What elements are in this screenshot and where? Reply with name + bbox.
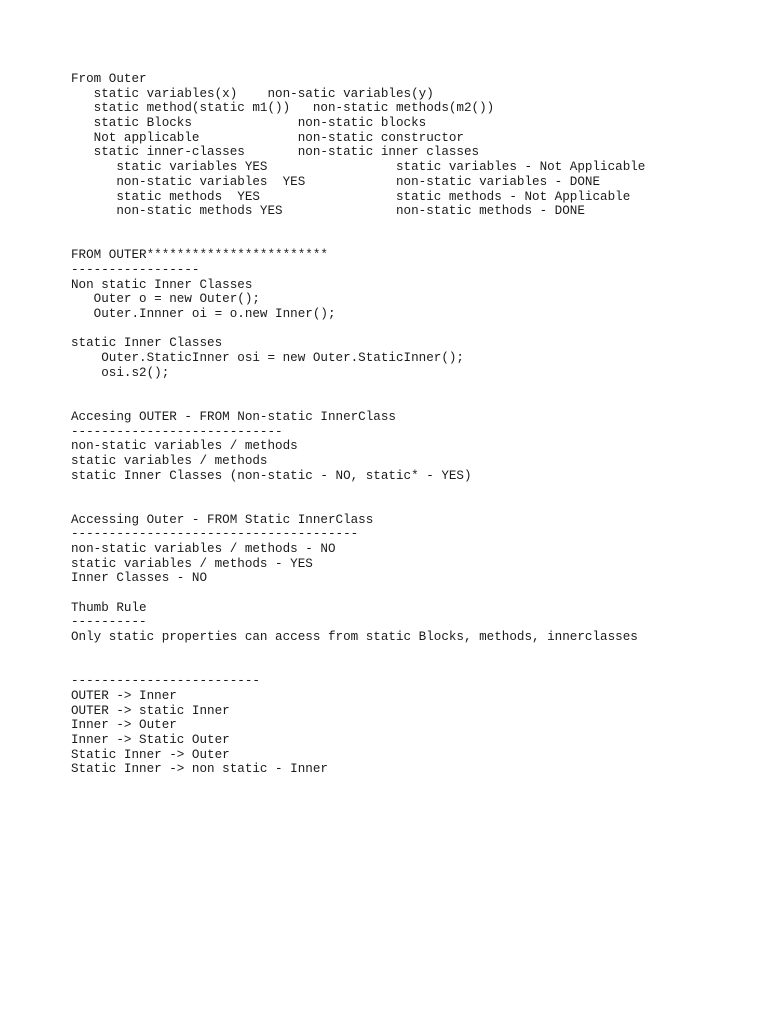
text-line	[71, 645, 751, 660]
text-line	[71, 395, 751, 410]
text-line	[71, 483, 751, 498]
text-line: static inner-classes non-static inner classes	[71, 145, 480, 160]
text-line: static Inner Classes	[71, 336, 223, 351]
text-line: Outer.Innner oi = o.new Inner();	[71, 307, 336, 321]
text-line: Inner -> Static Outer	[71, 732, 230, 747]
text-line: From Outer	[71, 72, 147, 86]
text-line: Accessing Outer - FROM Static InnerClass	[71, 512, 374, 527]
text-line: Thumb Rule	[71, 600, 147, 615]
text-line: Inner -> Outer	[71, 718, 177, 733]
text-line	[71, 322, 751, 337]
text-line: non-static methods YES non-static methods - DONE	[71, 204, 585, 219]
text-line: Only static properties can access from static Blocks, methods, innerclasses	[71, 630, 638, 645]
text-line: static methods YES static methods - Not Applicable	[71, 189, 631, 204]
text-line: non-static variables / methods	[71, 439, 298, 454]
text-line: non-static variables YES non-static variables - DONE	[71, 174, 601, 189]
text-line: non-static variables / methods - NO	[71, 542, 336, 556]
text-line: static variables / methods	[71, 453, 268, 468]
text-line: ----------	[71, 615, 147, 630]
text-line: Non static Inner Classes	[71, 277, 253, 292]
text-line	[71, 660, 751, 675]
text-line	[71, 219, 751, 234]
text-line	[71, 586, 751, 601]
text-line: ----------------------------	[71, 424, 283, 439]
text-line: static Blocks non-static blocks	[71, 116, 427, 131]
text-line: static Inner Classes (non-static - NO, static* - YES)	[71, 468, 472, 483]
text-line: Static Inner -> Outer	[71, 747, 230, 762]
text-line: osi.s2();	[71, 365, 170, 380]
document-text	[71, 72, 751, 777]
text-line: static variables / methods - YES	[71, 556, 313, 571]
text-line: Accesing OUTER - FROM Non-static InnerClass	[71, 409, 396, 424]
text-line: static variables YES static variables - Not Applicable	[71, 160, 646, 175]
text-line	[71, 380, 751, 395]
text-line: Outer.StaticInner osi = new Outer.StaticInner();	[71, 351, 464, 366]
text-line: Inner Classes - NO	[71, 571, 208, 586]
text-line	[71, 498, 751, 513]
text-line	[71, 234, 751, 249]
text-line: Outer o = new Outer();	[71, 292, 260, 307]
text-line: static variables(x) non-satic variables(y)	[71, 86, 434, 101]
text-line: -----------------	[71, 262, 200, 277]
text-line: -------------------------	[71, 674, 260, 689]
text-line: OUTER -> Inner	[71, 688, 177, 703]
text-line: static method(static m1()) non-static methods(m2())	[71, 101, 495, 116]
text-line: FROM OUTER************************	[71, 248, 328, 263]
text-line: --------------------------------------	[71, 527, 359, 542]
text-line: OUTER -> static Inner	[71, 703, 230, 718]
text-line: Static Inner -> non static - Inner	[71, 762, 328, 777]
text-line: Not applicable non-static constructor	[71, 130, 464, 145]
